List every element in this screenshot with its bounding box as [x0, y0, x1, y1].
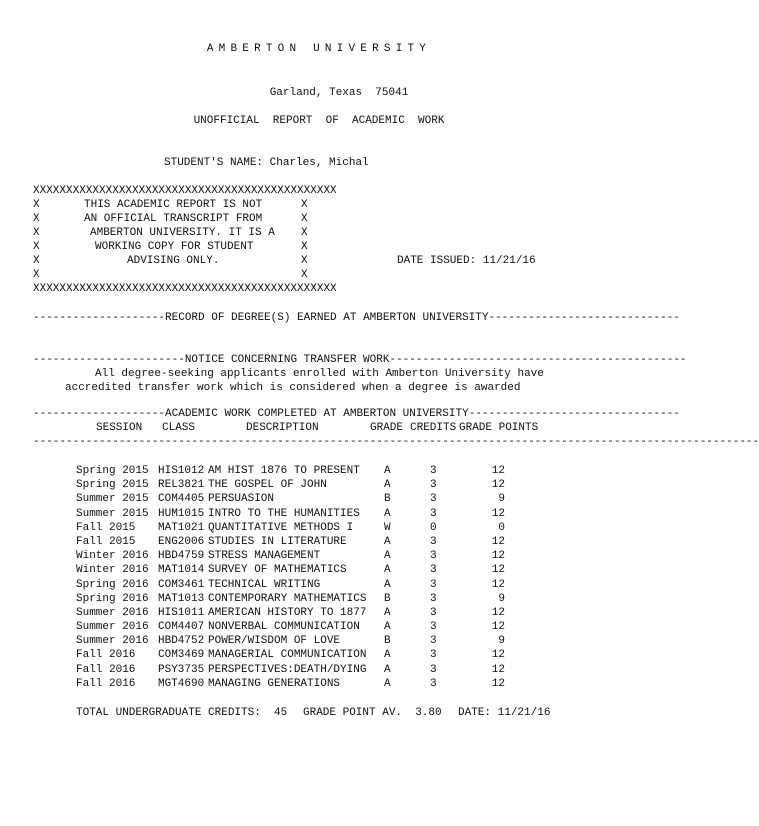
- total-credits: [76, 706, 287, 720]
- disclaimer-line: ADVISING ONLY.: [127, 255, 220, 267]
- date-issued: [397, 254, 536, 268]
- academic-work-heading: --------------------ACADEMIC WORK COMPLETED AT AMBERTON UNIVERSITY--------------------------------: [33, 408, 680, 420]
- table-row: [76, 663, 505, 677]
- column-header-grade: GRADE: [370, 422, 404, 434]
- course-grade-points: 12: [491, 507, 505, 520]
- university-name: AMBERTON UNIVERSITY: [206, 43, 432, 55]
- course-grade-points: 9: [498, 592, 505, 605]
- table-row: [76, 464, 505, 478]
- disclaimer-line: THIS ACADEMIC REPORT IS NOT: [84, 199, 263, 211]
- totals-date-label: DATE:: [458, 707, 492, 719]
- course-class: MAT1013: [158, 592, 205, 605]
- disclaimer-box-edge: X: [33, 199, 40, 211]
- course-session: Summer 2016: [76, 606, 149, 619]
- table-row: [76, 620, 505, 634]
- course-class: PSY3735: [158, 663, 205, 676]
- course-session: Summer 2016: [76, 621, 149, 634]
- course-session: Summer 2015: [76, 507, 149, 520]
- course-class: COM3469: [158, 649, 205, 662]
- course-credits: 3: [430, 578, 437, 591]
- course-grade: A: [384, 465, 391, 477]
- transfer-notice-text: All degree-seeking applicants enrolled with Amberton University have: [95, 368, 544, 380]
- course-class: HBD4752: [158, 635, 205, 648]
- course-credits: 3: [430, 564, 437, 577]
- gpa-value: 3.80: [415, 707, 442, 719]
- student-name: Charles, Michal: [269, 157, 369, 169]
- course-session: Spring 2016: [76, 578, 149, 591]
- course-grade: B: [384, 493, 391, 506]
- course-class: MAT1021: [158, 521, 205, 534]
- disclaimer-box-edge: X: [301, 269, 308, 281]
- course-grade-points: 12: [491, 663, 505, 676]
- disclaimer-box-edge: X: [33, 269, 40, 281]
- report-title: UNOFFICIAL REPORT OF ACADEMIC WORK: [193, 115, 445, 127]
- course-session: Fall 2016: [76, 677, 136, 690]
- degree-record-heading: --------------------RECORD OF DEGREE(S) EARNED AT AMBERTON UNIVERSITY-----------------------------: [33, 312, 680, 324]
- table-row: [76, 634, 505, 648]
- course-session: Spring 2016: [76, 592, 149, 605]
- course-class: REL3821: [158, 479, 205, 492]
- table-row: [76, 606, 505, 620]
- disclaimer-box-edge: X: [33, 241, 40, 253]
- course-description: PERSUASION: [208, 493, 275, 506]
- degree-record-title: RECORD OF DEGREE(S) EARNED AT AMBERTON UNIVERSITY: [165, 312, 489, 324]
- table-row: [76, 592, 505, 606]
- course-description: PERSPECTIVES:DEATH/DYING: [208, 663, 367, 676]
- course-credits: 0: [430, 521, 437, 534]
- course-grade-points: 9: [498, 493, 505, 506]
- disclaimer-box-edge: X: [301, 213, 308, 225]
- course-grade: A: [384, 621, 391, 634]
- course-description: INTRO TO THE HUMANITIES: [208, 507, 360, 520]
- course-credits: 3: [430, 465, 437, 477]
- date-issued-value: 11/21/16: [482, 255, 536, 267]
- course-grade: W: [384, 521, 391, 534]
- table-row: [76, 549, 505, 563]
- column-header-session: SESSION: [96, 422, 143, 434]
- grade-point-average: [303, 706, 442, 720]
- course-class: ENG2006: [158, 535, 205, 548]
- totals-date: [458, 706, 550, 720]
- course-description: NONVERBAL COMMUNICATION: [208, 621, 360, 634]
- table-row: [76, 677, 505, 691]
- student-name-line: [164, 156, 369, 170]
- course-grade: A: [384, 578, 391, 591]
- course-session: Summer 2015: [76, 493, 149, 506]
- course-credits: 3: [430, 479, 437, 492]
- course-grade-points: 12: [491, 564, 505, 577]
- column-header-class: CLASS: [162, 422, 196, 434]
- total-credits-value: 45: [274, 707, 288, 719]
- disclaimer-box-edge: X: [301, 255, 308, 267]
- course-class: MGT4690: [158, 677, 205, 690]
- course-grade: A: [384, 535, 391, 548]
- course-session: Fall 2015: [76, 521, 136, 534]
- course-credits: 3: [430, 507, 437, 520]
- disclaimer-line: AN OFFICIAL TRANSCRIPT FROM: [84, 213, 263, 225]
- course-description: TECHNICAL WRITING: [208, 578, 321, 591]
- course-grade-points: 0: [498, 521, 505, 534]
- totals-date-value: 11/21/16: [497, 707, 551, 719]
- course-session: Winter 2016: [76, 550, 149, 563]
- course-grade-points: 12: [491, 578, 505, 591]
- student-name-label: STUDENT'S NAME:: [164, 157, 264, 169]
- course-credits: 3: [430, 493, 437, 506]
- course-grade: A: [384, 507, 391, 520]
- course-description: CONTEMPORARY MATHEMATICS: [208, 592, 367, 605]
- academic-work-title: ACADEMIC WORK COMPLETED AT AMBERTON UNIVERSITY: [165, 408, 469, 420]
- disclaimer-box-edge: X: [301, 199, 308, 211]
- course-grade: A: [384, 564, 391, 577]
- disclaimer-box-edge: X: [33, 255, 40, 267]
- total-credits-label: TOTAL UNDERGRADUATE CREDITS:: [76, 707, 261, 719]
- course-grade: A: [384, 479, 391, 492]
- transfer-notice-heading: -----------------------NOTICE CONCERNING TRANSFER WORK---------------------------------------------: [33, 354, 687, 366]
- course-grade-points: 12: [491, 550, 505, 563]
- course-session: Fall 2016: [76, 663, 136, 676]
- column-header-description: DESCRIPTION: [246, 422, 319, 434]
- course-class: HIS1011: [158, 606, 205, 619]
- disclaimer-line: WORKING COPY FOR STUDENT: [95, 241, 254, 253]
- course-grade: A: [384, 663, 391, 676]
- table-header-rule: --------------------------------------------------------------------------------------------------------------: [33, 436, 759, 448]
- course-credits: 3: [430, 621, 437, 634]
- course-grade-points: 12: [491, 677, 505, 690]
- disclaimer-border-bottom: XXXXXXXXXXXXXXXXXXXXXXXXXXXXXXXXXXXXXXXXXXXXXX: [33, 283, 337, 295]
- course-grade-points: 12: [491, 606, 505, 619]
- course-credits: 3: [430, 663, 437, 676]
- course-session: Summer 2016: [76, 635, 149, 648]
- course-description: AM HIST 1876 TO PRESENT: [208, 465, 360, 477]
- column-header-grade-points: GRADE POINTS: [459, 422, 539, 434]
- course-credits: 3: [430, 649, 437, 662]
- disclaimer-box-edge: X: [33, 227, 40, 239]
- table-row: [76, 578, 505, 592]
- disclaimer-border-top: XXXXXXXXXXXXXXXXXXXXXXXXXXXXXXXXXXXXXXXXXXXXXX: [33, 185, 337, 197]
- course-grade-points: 12: [491, 621, 505, 634]
- course-description: AMERICAN HISTORY TO 1877: [208, 606, 367, 619]
- course-grade-points: 12: [491, 465, 505, 477]
- course-grade: A: [384, 606, 391, 619]
- table-row: [76, 535, 505, 549]
- course-grade: A: [384, 550, 391, 563]
- course-class: COM3461: [158, 578, 205, 591]
- course-session: Fall 2016: [76, 649, 136, 662]
- course-grade-points: 12: [491, 535, 505, 548]
- course-grade-points: 12: [491, 649, 505, 662]
- university-location: Garland, Texas 75041: [269, 87, 409, 99]
- course-credits: 3: [430, 635, 437, 648]
- course-class: HIS1012: [158, 465, 205, 477]
- table-row: [76, 507, 505, 521]
- course-table: [76, 464, 505, 691]
- course-description: THE GOSPEL OF JOHN: [208, 479, 327, 492]
- course-description: SURVEY OF MATHEMATICS: [208, 564, 347, 577]
- disclaimer-box-edge: X: [301, 241, 308, 253]
- gpa-label: GRADE POINT AV.: [303, 707, 403, 719]
- column-header-credits: CREDITS: [410, 422, 457, 434]
- course-description: MANAGING GENERATIONS: [208, 677, 341, 690]
- course-description: QUANTITATIVE METHODS I: [208, 521, 354, 534]
- table-row: [76, 648, 505, 662]
- disclaimer-line: AMBERTON UNIVERSITY. IT IS A: [90, 227, 275, 239]
- course-class: COM4405: [158, 493, 205, 506]
- table-row: [76, 492, 505, 506]
- course-session: Spring 2015: [76, 465, 149, 477]
- course-grade: B: [384, 635, 391, 648]
- transfer-notice-title: NOTICE CONCERNING TRANSFER WORK: [184, 354, 390, 366]
- course-description: POWER/WISDOM OF LOVE: [208, 635, 341, 648]
- transfer-notice-text: accredited transfer work which is considered when a degree is awarded: [65, 382, 521, 394]
- course-description: STUDIES IN LITERATURE: [208, 535, 347, 548]
- course-grade: A: [384, 649, 391, 662]
- disclaimer-box-edge: X: [33, 213, 40, 225]
- course-credits: 3: [430, 606, 437, 619]
- course-credits: 3: [430, 677, 437, 690]
- date-issued-label: DATE ISSUED:: [397, 255, 477, 267]
- course-class: HUM1015: [158, 507, 205, 520]
- course-grade-points: 12: [491, 479, 505, 492]
- course-class: MAT1014: [158, 564, 205, 577]
- disclaimer-box-edge: X: [301, 227, 308, 239]
- course-session: Winter 2016: [76, 564, 149, 577]
- course-grade: B: [384, 592, 391, 605]
- course-session: Spring 2015: [76, 479, 149, 492]
- course-grade: A: [384, 677, 391, 690]
- course-description: STRESS MANAGEMENT: [208, 550, 321, 563]
- course-class: HBD4759: [158, 550, 205, 563]
- course-credits: 3: [430, 550, 437, 563]
- table-row: [76, 521, 505, 535]
- course-session: Fall 2015: [76, 535, 136, 548]
- course-credits: 3: [430, 592, 437, 605]
- table-row: [76, 478, 505, 492]
- course-credits: 3: [430, 535, 437, 548]
- course-class: COM4407: [158, 621, 205, 634]
- table-row: [76, 563, 505, 577]
- course-grade-points: 9: [498, 635, 505, 648]
- course-description: MANAGERIAL COMMUNICATION: [208, 649, 367, 662]
